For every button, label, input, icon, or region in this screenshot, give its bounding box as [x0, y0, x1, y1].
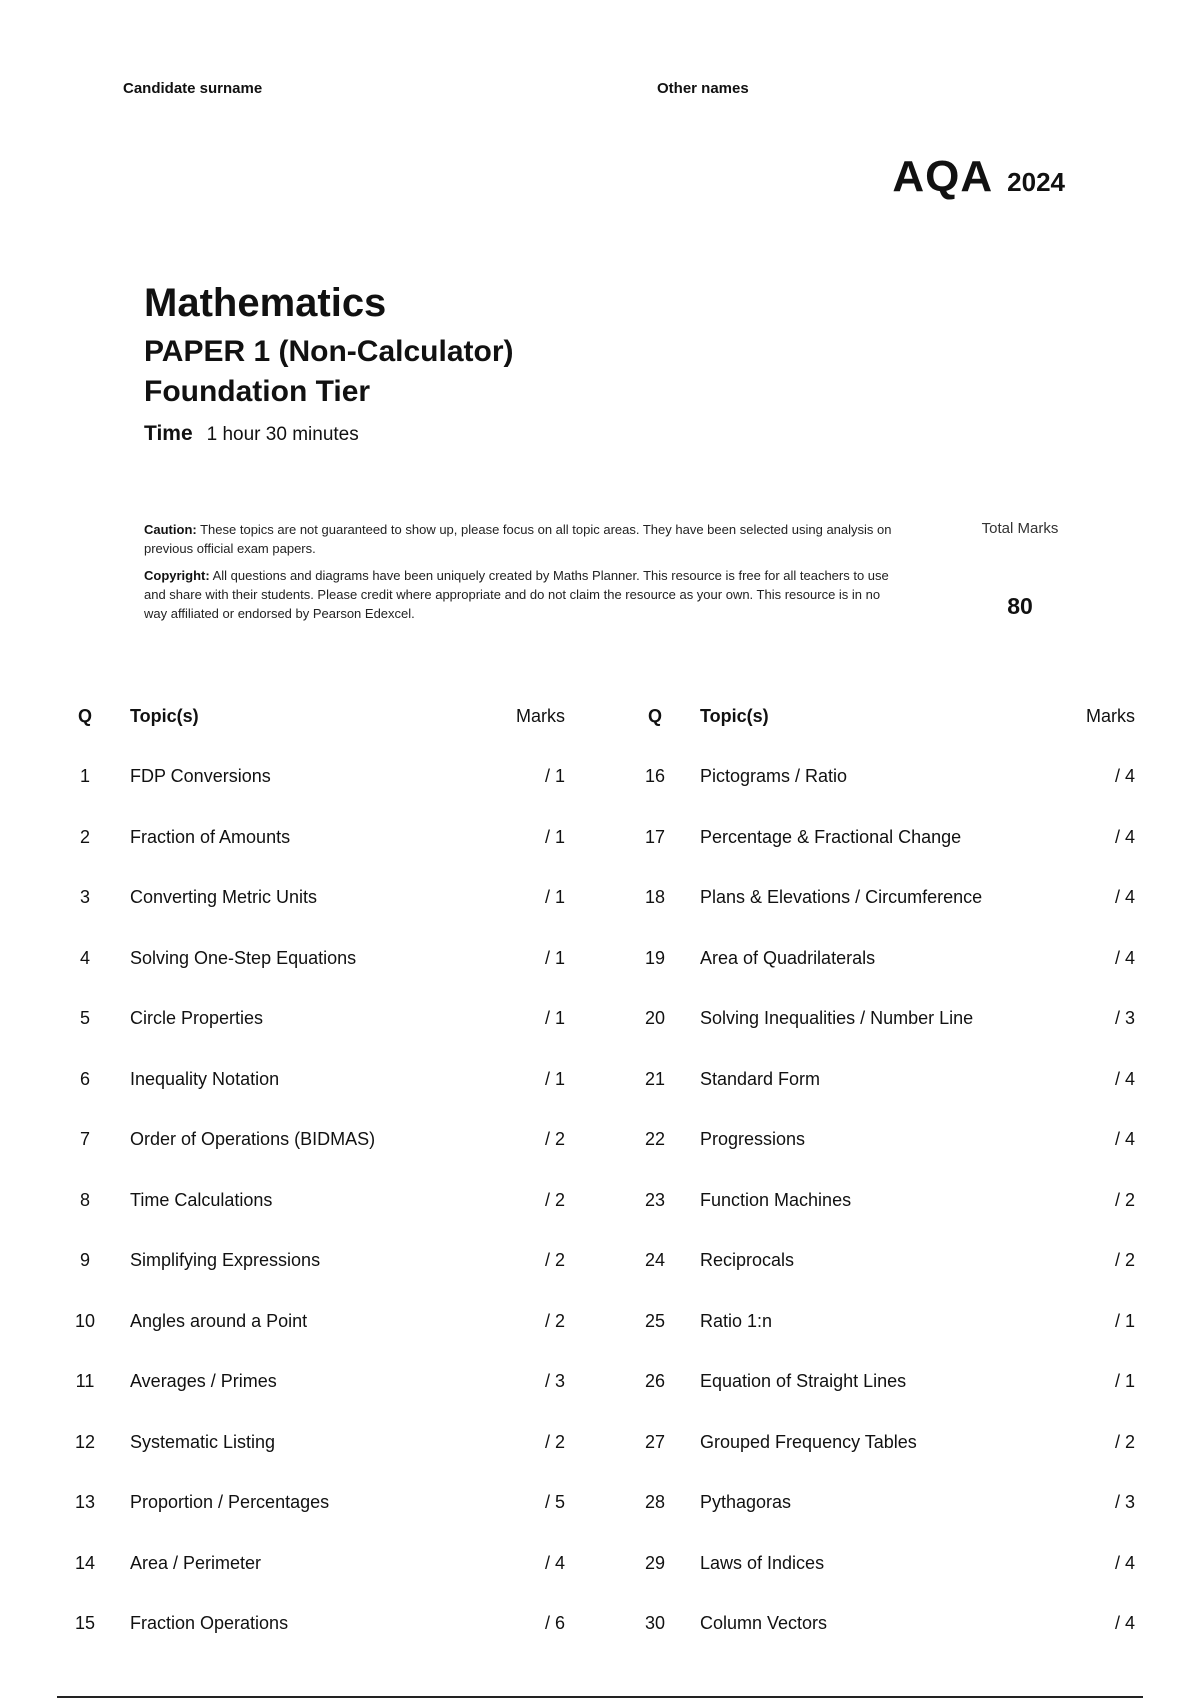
time-row: [144, 422, 513, 446]
question-number: 22: [644, 1129, 666, 1150]
topic-name: Solving One-Step Equations: [130, 947, 357, 968]
table-row: [60, 807, 570, 868]
table-row: [60, 928, 570, 989]
topic-name: Ratio 1:n: [700, 1310, 773, 1331]
table-row: [60, 747, 570, 808]
topic-name: Time Calculations: [130, 1189, 273, 1210]
time-label: Time: [144, 422, 193, 445]
table-header-row: [60, 686, 570, 747]
marks-value: / 4: [1114, 1552, 1135, 1573]
topic-name: Plans & Elevations / Circumference: [700, 887, 983, 908]
topic-name: Percentage & Fractional Change: [700, 826, 962, 847]
question-number: 23: [644, 1189, 666, 1210]
table-row: [630, 1594, 1140, 1655]
marks-value: / 1: [1114, 1371, 1135, 1392]
marks-value: / 1: [544, 766, 565, 787]
marks-value: / 1: [544, 887, 565, 908]
table-row: [630, 1110, 1140, 1171]
header-topic: Topic(s): [130, 705, 199, 726]
question-number: 21: [644, 1068, 666, 1089]
other-names-label: Other names: [657, 80, 749, 97]
topic-name: Order of Operations (BIDMAS): [130, 1129, 376, 1150]
table-row: [60, 1533, 570, 1594]
table-row: [630, 868, 1140, 929]
topic-name: Grouped Frequency Tables: [700, 1431, 917, 1452]
candidate-surname-label: Candidate surname: [123, 80, 263, 97]
topic-name: Proportion / Percentages: [130, 1492, 330, 1513]
question-number: 12: [74, 1431, 96, 1452]
question-number: 4: [79, 947, 90, 968]
marks-value: / 4: [1114, 1068, 1135, 1089]
header-q: Q: [77, 705, 92, 726]
copyright-note: [144, 566, 904, 623]
topic-name: Reciprocals: [700, 1250, 795, 1271]
topic-name: Fraction Operations: [130, 1613, 289, 1634]
topics-table-left: [60, 686, 570, 1654]
table-rows-right: [630, 747, 1140, 1655]
marks-value: / 3: [544, 1371, 565, 1392]
header-marks: Marks: [1086, 705, 1135, 726]
question-number: 19: [644, 947, 666, 968]
topics-table-right: [630, 686, 1140, 1654]
question-number: 2: [79, 826, 90, 847]
question-number: 7: [79, 1129, 90, 1150]
tier-title: Foundation Tier: [144, 375, 371, 408]
caution-label: Caution:: [144, 522, 197, 537]
question-number: 5: [79, 1008, 90, 1029]
time-value: 1 hour 30 minutes: [206, 424, 359, 445]
table-row: [60, 1231, 570, 1292]
question-number: 20: [644, 1008, 666, 1029]
copyright-label: Copyright:: [144, 568, 210, 583]
marks-value: / 4: [1114, 826, 1135, 847]
topic-name: Area / Perimeter: [130, 1552, 262, 1573]
question-number: 9: [79, 1250, 90, 1271]
table-row: [60, 1594, 570, 1655]
caution-note: [144, 520, 904, 558]
question-number: 25: [644, 1310, 666, 1331]
marks-value: / 3: [1114, 1492, 1135, 1513]
question-number: 14: [74, 1552, 96, 1573]
table-row: [60, 1473, 570, 1534]
marks-value: / 5: [544, 1492, 565, 1513]
table-row: [60, 989, 570, 1050]
question-number: 30: [644, 1613, 666, 1634]
question-number: 29: [644, 1552, 666, 1573]
table-row: [630, 1412, 1140, 1473]
topic-name: Function Machines: [700, 1189, 852, 1210]
marks-value: / 2: [1114, 1250, 1135, 1271]
marks-value: / 2: [544, 1310, 565, 1331]
marks-value: / 4: [1114, 887, 1135, 908]
caution-text: These topics are not guaranteed to show up, please focus on all topic areas. They have been selected using analysis on previous official exam papers.: [144, 522, 892, 556]
table-row: [630, 1231, 1140, 1292]
table-rows-left: [60, 747, 570, 1655]
table-row: [60, 1412, 570, 1473]
marks-value: / 2: [544, 1129, 565, 1150]
question-number: 16: [644, 766, 666, 787]
question-number: 10: [74, 1310, 96, 1331]
notes-block: [144, 520, 904, 631]
marks-value: / 2: [1114, 1431, 1135, 1452]
exam-board-logo: [892, 152, 1065, 202]
copyright-text: All questions and diagrams have been uniquely created by Maths Planner. This resource is free for all teachers to use and share with their students. Please credit where appropriate and do not claim the resource as your own. This resource is in no way affiliated or endorsed by Pearson Edexcel.: [144, 568, 889, 621]
question-number: 13: [74, 1492, 96, 1513]
total-marks-box: [955, 520, 1085, 620]
question-number: 24: [644, 1250, 666, 1271]
question-number: 1: [79, 766, 90, 787]
table-row: [630, 747, 1140, 808]
table-row: [630, 1352, 1140, 1413]
marks-value: / 1: [544, 826, 565, 847]
marks-value: / 4: [544, 1552, 565, 1573]
table-row: [630, 1170, 1140, 1231]
marks-value: / 1: [544, 947, 565, 968]
exam-title-block: [144, 280, 513, 446]
bottom-divider: [57, 1696, 1143, 1698]
subject-title: Mathematics: [144, 281, 387, 325]
table-row: [630, 1049, 1140, 1110]
question-number: 17: [644, 826, 666, 847]
topic-name: Equation of Straight Lines: [700, 1371, 907, 1392]
table-row: [630, 1473, 1140, 1534]
question-number: 11: [75, 1371, 95, 1392]
exam-board-name: AQA: [892, 152, 994, 201]
table-row: [60, 1170, 570, 1231]
topic-name: Fraction of Amounts: [130, 826, 291, 847]
marks-value: / 4: [1114, 1613, 1135, 1634]
topic-name: Circle Properties: [130, 1008, 264, 1029]
header-topic: Topic(s): [700, 705, 769, 726]
table-row: [60, 1110, 570, 1171]
topic-name: Laws of Indices: [700, 1552, 825, 1573]
table-row: [630, 807, 1140, 868]
marks-value: / 6: [544, 1613, 565, 1634]
topic-name: Progressions: [700, 1129, 806, 1150]
table-row: [60, 1352, 570, 1413]
question-number: 28: [644, 1492, 666, 1513]
topic-name: FDP Conversions: [130, 766, 271, 787]
topic-name: Standard Form: [700, 1068, 821, 1089]
table-row: [630, 989, 1140, 1050]
marks-value: / 2: [1114, 1189, 1135, 1210]
topic-name: Solving Inequalities / Number Line: [700, 1008, 974, 1029]
marks-value: / 4: [1114, 947, 1135, 968]
table-row: [630, 928, 1140, 989]
header-q: Q: [647, 705, 662, 726]
question-number: 27: [644, 1431, 666, 1452]
header-marks: Marks: [516, 705, 565, 726]
marks-value: / 4: [1114, 1129, 1135, 1150]
topic-name: Averages / Primes: [130, 1371, 277, 1392]
marks-value: / 2: [544, 1250, 565, 1271]
table-row: [60, 1291, 570, 1352]
exam-year: 2024: [1007, 167, 1065, 197]
topic-name: Pythagoras: [700, 1492, 792, 1513]
marks-value: / 1: [1114, 1310, 1135, 1331]
paper-title: PAPER 1 (Non-Calculator): [144, 335, 514, 368]
topic-name: Pictograms / Ratio: [700, 766, 848, 787]
table-row: [630, 1291, 1140, 1352]
topic-name: Inequality Notation: [130, 1068, 280, 1089]
table-row: [60, 868, 570, 929]
marks-value: / 2: [544, 1189, 565, 1210]
topic-name: Converting Metric Units: [130, 887, 318, 908]
question-number: 18: [644, 887, 666, 908]
table-row: [630, 1533, 1140, 1594]
marks-value: / 1: [544, 1008, 565, 1029]
marks-value: / 4: [1114, 766, 1135, 787]
topic-name: Column Vectors: [700, 1613, 828, 1634]
question-number: 8: [79, 1189, 90, 1210]
question-number: 6: [79, 1068, 90, 1089]
table-header-row: [630, 686, 1140, 747]
marks-value: / 3: [1114, 1008, 1135, 1029]
marks-value: / 2: [544, 1431, 565, 1452]
topic-name: Simplifying Expressions: [130, 1250, 321, 1271]
topic-name: Angles around a Point: [130, 1310, 308, 1331]
question-number: 26: [644, 1371, 666, 1392]
question-number: 3: [79, 887, 90, 908]
total-marks-label: Total Marks: [981, 520, 1059, 537]
table-row: [60, 1049, 570, 1110]
total-marks-value: 80: [1007, 593, 1033, 619]
topic-name: Systematic Listing: [130, 1431, 276, 1452]
marks-value: / 1: [544, 1068, 565, 1089]
topic-name: Area of Quadrilaterals: [700, 947, 876, 968]
question-number: 15: [74, 1613, 96, 1634]
